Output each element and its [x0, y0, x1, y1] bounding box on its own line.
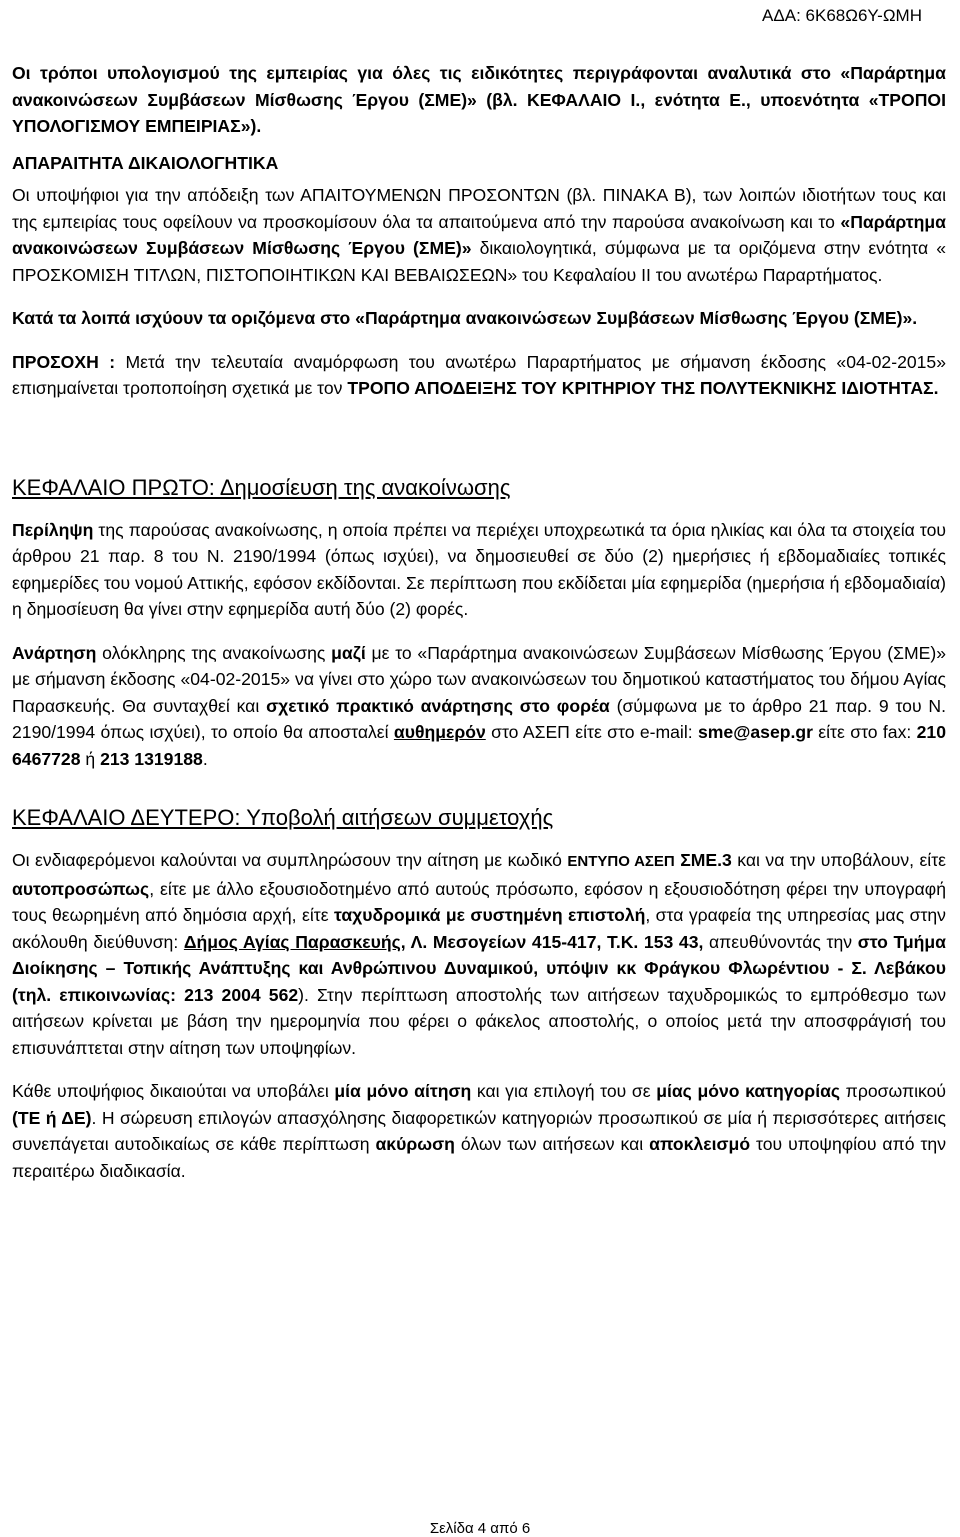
- required-documents-title: ΑΠΑΡΑΙΤΗΤΑ ΔΙΚΑΙΟΛΟΓΗΤΙΚΑ: [12, 152, 279, 173]
- summary-paragraph: Περίληψη της παρούσας ανακοίνωσης, η οποία πρέπει να περιέχει υποχρεωτικά τα όρια ηλικίας και όλα τα στοιχεία του άρθρου 21 παρ. 8 του Ν. 2190/1994 (όπως ισχύει), να δημοσιευθεί σε δύο (2) ημερήσιες ή εβδομαδιαίες τοπικές εφημερίδες του νομού Αττικής, εφόσον εκδίδονται. Σε περίπτωση που εκδίδεται μία εφημερίδα (ημερήσια ή εβδομαδιαία) η δημοσίευση θα γίνει στην εφημερίδα αυτή δύο (2) φορές.: [12, 519, 946, 619]
- posting-paragraph: Ανάρτηση ολόκληρης της ανακοίνωσης μαζί με το «Παράρτημα ανακοινώσεων Συμβάσεων Μίσθωσης Έργου (ΣΜΕ)» με σήμανση έκδοσης «04-02-2015» να γίνει στο χώρο των ανακοινώσεων του δημοτικού καταστήματος του δήμου Αγίας Παρασκευής. Θα συνταχθεί και σχετικό πρακτικό ανάρτησης στο φορέα (σύμφωνα με το άρθρο 21 παρ. 9 του Ν. 2190/1994 όπως ισχύει), το οποίο θα αποσταλεί αυθημερόν στο ΑΣΕΠ είτε στο e-mail: sme@asep.gr είτε στο fax: 210 6467728 ή 213 1319188.: [12, 642, 947, 769]
- page-number: Σελίδα 4 από 6: [429, 1520, 531, 1537]
- single-application-paragraph: Κάθε υποψήφιος δικαιούται να υποβάλει μία μόνο αίτηση και για επιλογή του σε μίας μόνο κατηγορίας προσωπικού (ΤΕ ή ΔΕ). Η σώρευση επιλογών απασχόλησης διαφορετικών κατηγοριών προσωπικού σε μία ή περισσότερες αιτήσεις συνεπάγεται αυτοδικαίως σε κάθε περίπτωση ακύρωση όλων των αιτήσεων και αποκλεισμό του υποψηφίου από την περαιτέρω διαδικασία.: [12, 1081, 946, 1181]
- chapter-one-title: ΚΕΦΑΛΑΙΟ ΠΡΩΤΟ: Δημοσίευση της ανακοίνωσης: [12, 474, 511, 500]
- submission-paragraph: Οι ενδιαφερόμενοι καλούνται να συμπληρώσουν την αίτηση με κωδικό ΕΝΤΥΠΟ ΑΣΕΠ ΣΜΕ.3 και να την υποβάλουν, είτε αυτοπροσώπως, είτε με άλλο εξουσιοδοτημένο από αυτούς πρόσωπο, εφόσον η εξουσιοδότηση φέρει την υπογραφή τους θεωρημένη από δημόσια αρχή, είτε ταχυδρομικά με συστημένη επιστολή, στα γραφεία της υπηρεσίας μας στην ακόλουθη διεύθυνση: Δήμος Αγίας Παρασκευής, Λ. Μεσογείων 415-417, Τ.Κ. 153 43, απευθύνοντάς την στο Τμήμα Διοίκησης – Τοπικής Ανάπτυξης και Ανθρώπινου Δυναμικού, υπόψιν κκ Φράγκου Φλωρέντιου - Σ. Λεβάκου (τηλ. επικοινωνίας: 213 2004 562). Στην περίπτωση αποστολής των αιτήσεων ταχυδρομικώς το εμπρόθεσμο των αιτήσεων κρίνεται με βάση την ημερομηνία που φέρει ο φάκελος αποστολής, ο οποίος μετά την αποσφράγισή του επισυνάπτεται στην αίτηση των υποψηφίων.: [12, 850, 947, 1058]
- document-body: [12, 60, 946, 1201]
- chapter-two-title: ΚΕΦΑΛΑΙΟ ΔΕΥΤΕΡΟ: Υποβολή αιτήσεων συμμετοχής: [12, 805, 554, 830]
- required-documents-paragraph: Οι υποψήφιοι για την απόδειξη των ΑΠΑΙΤΟΥΜΕΝΩΝ ΠΡΟΣΟΝΤΩΝ (βλ. ΠΙΝΑΚΑ Β), των λοιπών ιδιοτήτων τους και της εμπειρίας τους οφείλουν να προσκομίσουν όλα τα απαιτούμενα από την παρούσα ανακοίνωση και το «Παράρτημα ανακοινώσεων Συμβάσεων Μίσθωσης Έργου (ΣΜΕ)» δικαιολογητικά, σύμφωνα με τα οριζόμενα στην ενότητα « ΠΡΟΣΚΟΜΙΣΗ ΤΙΤΛΩΝ, ΠΙΣΤΟΠΟΙΗΤΙΚΩΝ ΚΑΙ ΒΕΒΑΙΩΣΕΩΝ» του Κεφαλαίου ΙΙ του ανωτέρω Παραρτήματος.: [12, 185, 947, 285]
- attention-paragraph: ΠΡΟΣΟΧΗ : Μετά την τελευταία αναμόρφωση του ανωτέρω Παραρτήματος με σήμανση έκδοσης «04-02-2015» επισημαίνεται τροποποίηση σχετικά με τον ΤΡΟΠΟ ΑΠΟΔΕΙΞΗΣ ΤΟΥ ΚΡΙΤΗΡΙΟΥ ΤΗΣ ΠΟΛΥΤΕΚΝΙΚΗΣ ΙΔΙΟΤΗΤΑΣ.: [12, 351, 947, 398]
- email-link[interactable]: sme@asep.gr: [698, 722, 813, 742]
- ada-code: ΑΔΑ: 6Κ68Ω6Υ-ΩΜΗ: [762, 6, 922, 25]
- experience-paragraph: Οι τρόποι υπολογισμού της εμπειρίας για όλες τις ειδικότητες περιγράφονται αναλυτικά στο «Παράρτημα ανακοινώσεων Συμβάσεων Μίσθωσης Έργου (ΣΜΕ)» (βλ. ΚΕΦΑΛΑΙΟ Ι., ενότητα Ε., υποενότητα «ΤΡΟΠΟΙ ΥΠΟΛΟΓΙΣΜΟΥ ΕΜΠΕΙΡΙΑΣ»).: [12, 63, 946, 136]
- other-provisions-paragraph: Κατά τα λοιπά ισχύουν τα οριζόμενα στο «Παράρτημα ανακοινώσεων Συμβάσεων Μίσθωσης Έργου (ΣΜΕ)».: [12, 308, 918, 328]
